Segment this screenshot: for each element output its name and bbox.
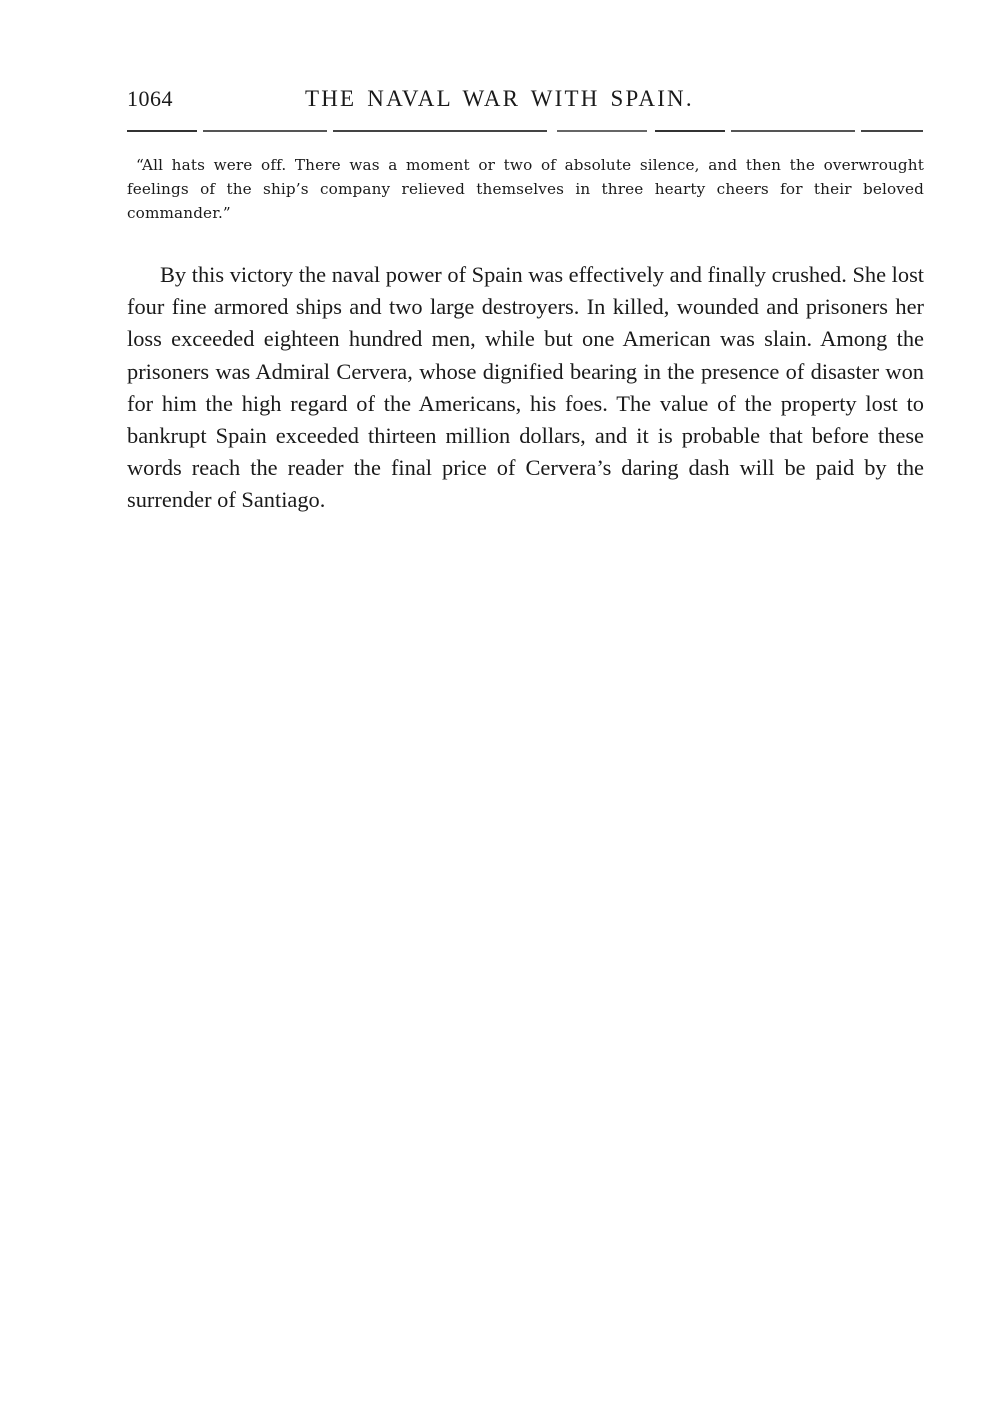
running-head: THE NAVAL WAR WITH SPAIN. xyxy=(305,86,694,111)
header-rule xyxy=(127,130,923,132)
quoted-passage: “All hats were off. There was a moment or two of absolute silence, and then the overwrought feelings of the ship’s company relieved themselves in three hearty cheers for their beloved commander.” xyxy=(127,156,924,222)
body-paragraph: By this victory the naval power of Spain was effectively and finally crushed. She lost four fine armored ships and two large destroyers. In killed, wounded and prisoners her loss exceeded eighteen hundred men, while but one American was slain. Among the prisoners was Admiral Cervera, whose dignified bearing in the presence of disaster won for him the high regard of the Americans, his foes. The value of the property lost to bankrupt Spain exceeded thirteen million dollars, and it is probable that before these words reach the reader the final price of Cervera’s daring dash will be paid by the surrender of Santiago. xyxy=(127,262,924,513)
page-number: 1064 xyxy=(127,86,173,111)
